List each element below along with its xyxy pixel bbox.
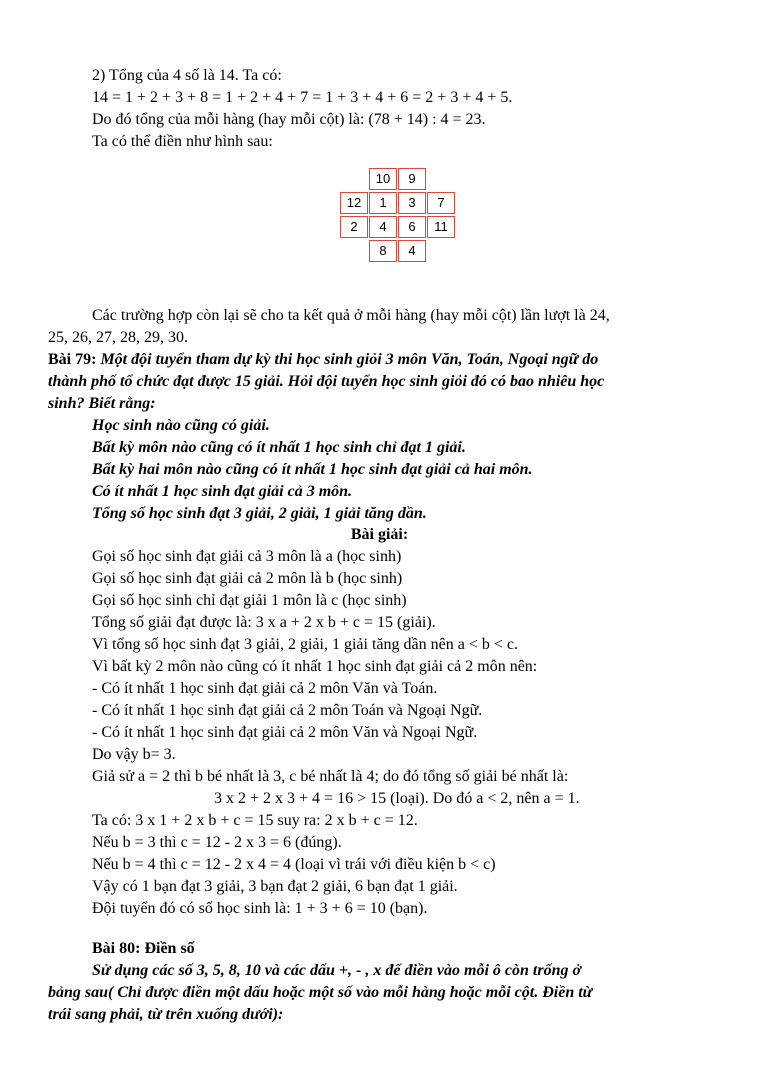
solution-line: Ta có: 3 x 1 + 2 x b + c = 15 suy ra: 2 x b + c = 12.	[92, 812, 418, 829]
grid-cell: 2	[340, 216, 368, 238]
solution-line: Nếu b = 4 thì c = 12 - 2 x 4 = 4 (loại vì trái với điều kiện b < c)	[92, 856, 496, 873]
solution-line: Gọi số học sinh đạt giải cả 2 môn là b (học sinh)	[92, 570, 403, 587]
grid-cell: 8	[369, 240, 397, 262]
grid-cell: 11	[427, 216, 455, 238]
solution-line: Do vậy b= 3.	[92, 746, 176, 763]
section2-line4: Ta có thể điền như hình sau:	[92, 133, 273, 150]
solution-line: Gọi số học sinh chỉ đạt giải 1 môn là c (học sinh)	[92, 592, 407, 609]
number-grid	[340, 168, 456, 262]
solution-line: - Có ít nhất 1 học sinh đạt giải cả 2 môn Toán và Ngoại Ngữ.	[92, 702, 483, 719]
bai79-question-line1	[48, 350, 598, 370]
bai80-line3: trái sang phải, từ trên xuống dưới):	[48, 1006, 284, 1023]
grid-cell: 4	[369, 216, 397, 238]
bai79-question-line3: sinh? Biết rằng:	[48, 395, 156, 412]
grid-cell: 12	[340, 192, 368, 214]
bai79-question-text: Một đội tuyển tham dự kỳ thi học sinh giỏi 3 môn Văn, Toán, Ngoại ngữ do	[96, 351, 599, 368]
solution-line: Vì tổng số học sinh đạt 3 giải, 2 giải, 1 giải tăng dần nên a < b < c.	[92, 636, 518, 653]
grid-cell: 6	[398, 216, 426, 238]
bai79-condition-3: Bất kỳ hai môn nào cũng có ít nhất 1 học sinh đạt giải cả hai môn.	[92, 461, 533, 478]
bai80-line2: bảng sau( Chỉ được điền một dấu hoặc một số vào mỗi hàng hoặc mỗi cột. Điền từ	[48, 984, 593, 1001]
grid-cell: 3	[398, 192, 426, 214]
bai79-condition-1: Học sinh nào cũng có giải.	[92, 417, 270, 434]
grid-cell: 1	[369, 192, 397, 214]
remaining-cases-line2: 25, 26, 27, 28, 29, 30.	[48, 329, 188, 346]
bai79-question-line2: thành phố tổ chức đạt được 15 giải. Hỏi đội tuyển học sinh giỏi đó có bao nhiêu học	[48, 373, 605, 390]
bai79-condition-5: Tổng số học sinh đạt 3 giải, 2 giải, 1 giải tăng dần.	[92, 505, 427, 522]
bai80-title: Bài 80: Điền số	[92, 940, 195, 957]
grid-cell: 7	[427, 192, 455, 214]
section2-line3: Do đó tổng của mỗi hàng (hay mỗi cột) là: (78 + 14) : 4 = 23.	[92, 111, 486, 128]
solution-line: - Có ít nhất 1 học sinh đạt giải cả 2 môn Văn và Ngoại Ngữ.	[92, 724, 478, 741]
solution-title: Bài giải:	[350, 526, 409, 543]
solution-line: Tổng số giải đạt được là: 3 x a + 2 x b + c = 15 (giải).	[92, 614, 436, 631]
bai79-condition-2: Bất kỳ môn nào cũng có ít nhất 1 học sinh chỉ đạt 1 giải.	[92, 439, 466, 456]
solution-line: Nếu b = 3 thì c = 12 - 2 x 3 = 6 (đúng).	[92, 834, 342, 851]
solution-line: 3 x 2 + 2 x 3 + 4 = 16 > 15 (loại). Do đó a < 2, nên a = 1.	[214, 790, 580, 807]
solution-line: Đội tuyển đó có số học sinh là: 1 + 3 + 6 = 10 (bạn).	[92, 900, 428, 917]
section2-line1: 2) Tổng của 4 số là 14. Ta có:	[92, 67, 282, 84]
grid-cell: 9	[398, 168, 426, 190]
solution-line: - Có ít nhất 1 học sinh đạt giải cả 2 môn Văn và Toán.	[92, 680, 438, 697]
section2-line2: 14 = 1 + 2 + 3 + 8 = 1 + 2 + 4 + 7 = 1 + 3 + 4 + 6 = 2 + 3 + 4 + 5.	[92, 89, 513, 106]
bai79-condition-4: Có ít nhất 1 học sinh đạt giải cả 3 môn.	[92, 483, 353, 500]
remaining-cases-line1: Các trường hợp còn lại sẽ cho ta kết quả ở mỗi hàng (hay mỗi cột) lần lượt là 24,	[92, 307, 610, 324]
solution-line: Giả sử a = 2 thì b bé nhất là 3, c bé nhất là 4; do đó tổng số giải bé nhất là:	[92, 768, 569, 785]
solution-line: Vì bất kỳ 2 môn nào cũng có ít nhất 1 học sinh đạt giải cả 2 môn nên:	[92, 658, 538, 675]
solution-line: Vậy có 1 bạn đạt 3 giải, 3 bạn đạt 2 giải, 6 bạn đạt 1 giải.	[92, 878, 458, 895]
grid-cell: 4	[398, 240, 426, 262]
bai79-label: Bài 79:	[48, 351, 97, 368]
bai80-line1: Sử dụng các số 3, 5, 8, 10 và các dấu +, - , x để điền vào mỗi ô còn trống ở	[92, 962, 582, 979]
solution-line: Gọi số học sinh đạt giải cả 3 môn là a (học sinh)	[92, 548, 402, 565]
grid-cell: 10	[369, 168, 397, 190]
